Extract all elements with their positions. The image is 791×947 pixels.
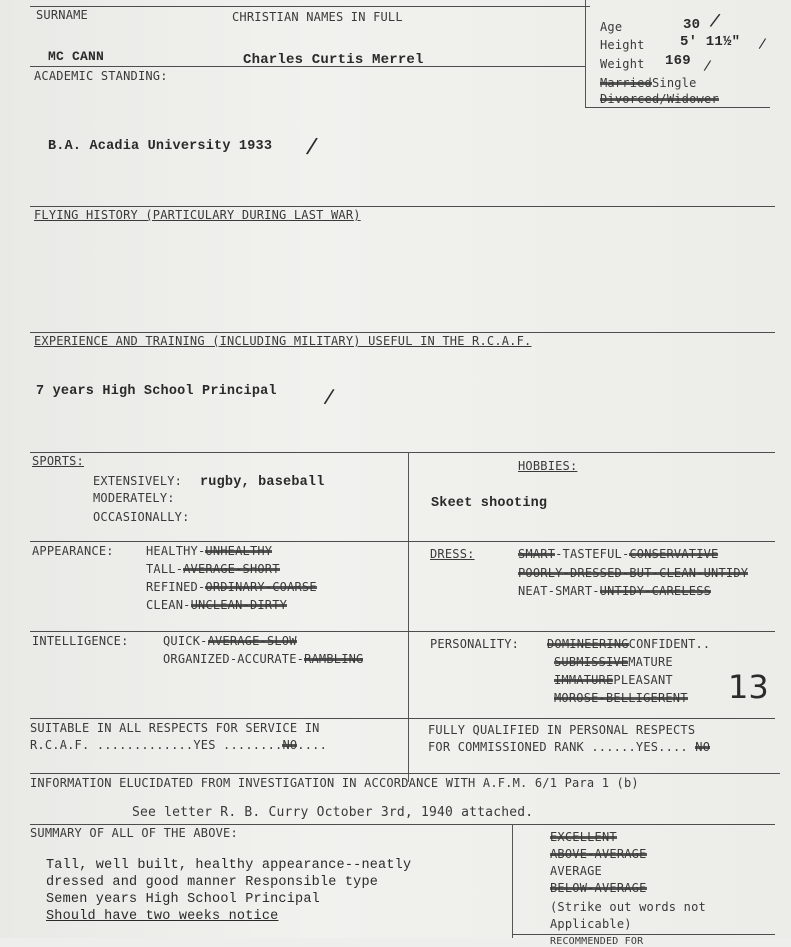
moderately-label: MODERATELY:	[93, 491, 175, 505]
height-value: 5' 11½"	[680, 34, 741, 50]
academic-label: ACADEMIC STANDING:	[34, 69, 168, 83]
marital-status	[600, 76, 697, 90]
marital-struck-2-row	[600, 92, 719, 106]
pen-check-academic: /	[304, 133, 319, 160]
academic-value: B.A. Acadia University 1933	[48, 139, 273, 154]
intelligence-row-2: ORGANIZED-ACCURATE-RAMBLING	[163, 652, 364, 666]
weight-value: 169	[665, 53, 691, 69]
surname-label: SURNAME	[36, 8, 88, 22]
surname-value: MC CANN	[48, 49, 105, 64]
dress-row-1: SMART-TASTEFUL-CONSERVATIVE	[518, 547, 719, 561]
summary-line-3: Semen years High School Principal	[46, 892, 320, 907]
name-row-rule	[30, 66, 585, 67]
marital-value: Single	[651, 76, 697, 90]
appearance-rule	[30, 541, 775, 542]
hobbies-value: Skeet shooting	[431, 496, 548, 511]
personality-row-3: IMMATUREPLEASANT	[554, 673, 673, 687]
header-right-divider	[585, 0, 586, 108]
christian-names-label: CHRISTIAN NAMES IN FULL	[232, 10, 403, 24]
qualified-line-1: FULLY QUALIFIED IN PERSONAL RESPECTS	[428, 723, 696, 737]
appearance-row-2: TALL-AVERAGE-SHORT	[146, 562, 280, 576]
information-rule	[30, 773, 780, 774]
occasionally-label: OCCASIONALLY:	[93, 510, 190, 524]
marital-struck-2: Divorced/Widower	[600, 92, 719, 106]
marital-struck: Married	[600, 76, 652, 90]
sports-rule	[30, 452, 775, 453]
appearance-label: APPEARANCE:	[32, 544, 114, 558]
pen-check-age: /	[708, 9, 722, 32]
intelligence-rule	[30, 631, 775, 632]
flying-label: FLYING HISTORY (PARTICULARY DURING LAST WAR)	[34, 208, 361, 222]
recommended-rule	[512, 934, 775, 935]
hobbies-label: HOBBIES:	[518, 459, 578, 473]
handwritten-score: 13	[728, 668, 769, 706]
summary-divider	[512, 824, 513, 938]
personality-row-2: SUBMISSIVEMATURE	[554, 655, 673, 669]
experience-rule	[30, 332, 775, 333]
flying-rule	[30, 206, 775, 207]
summary-rule	[30, 824, 775, 825]
rating-above-average: ABOVE-AVERAGE	[550, 847, 647, 861]
dress-row-3: NEAT-SMART-UNTIDY-CARELESS	[518, 584, 712, 598]
intelligence-row-1: QUICK-AVERAGE-SLOW	[163, 634, 297, 648]
sports-label: SPORTS:	[32, 454, 84, 468]
height-label: Height	[600, 38, 645, 52]
strike-note-1: (Strike out words not	[550, 900, 706, 914]
extensively-value: rugby, baseball	[200, 475, 325, 490]
dress-label: DRESS:	[430, 547, 475, 561]
rating-average: AVERAGE	[550, 864, 602, 878]
suitability-rule	[30, 718, 775, 719]
middle-divider	[408, 452, 409, 782]
suitable-line-1: SUITABLE IN ALL RESPECTS FOR SERVICE IN	[30, 721, 320, 735]
weight-label: Weight	[600, 57, 645, 71]
top-rule	[30, 6, 590, 7]
personality-row-4: MOROSE-BELLIGERENT	[554, 691, 688, 705]
personality-label: PERSONALITY:	[430, 637, 520, 651]
rating-excellent: EXCELLENT	[550, 830, 617, 844]
header-box-bottom	[585, 107, 770, 108]
suitable-line-2: R.C.A.F. .............YES ........NO....	[30, 738, 327, 752]
appearance-row-1: HEALTHY-UNHEALTHY	[146, 544, 273, 558]
information-label: INFORMATION ELUCIDATED FROM INVESTIGATION IN ACCORDANCE WITH A.F.M. 6/1 Para 1 (b)	[30, 776, 639, 790]
age-label: Age	[600, 20, 623, 34]
strike-note-2: Applicable)	[550, 917, 632, 931]
christian-names-value: Charles Curtis Merrel	[243, 52, 424, 68]
pen-check-experience: /	[323, 383, 336, 409]
intelligence-label: INTELLIGENCE:	[32, 634, 129, 648]
experience-value: 7 years High School Principal	[36, 384, 277, 399]
summary-line-2: dressed and good manner Responsible type	[46, 875, 379, 890]
personality-row-1: DOMINEERINGCONFIDENT..	[547, 637, 711, 651]
pen-check-height: /	[758, 35, 767, 53]
information-value: See letter R. B. Curry October 3rd, 1940 attached.	[132, 805, 534, 820]
extensively-label: EXTENSIVELY:	[93, 474, 183, 488]
appearance-row-4: CLEAN-UNCLEAN-DIRTY	[146, 598, 288, 612]
qualified-line-2: FOR COMMISSIONED RANK ......YES.... NO	[428, 740, 711, 754]
pen-check-weight: /	[703, 57, 712, 75]
age-value: 30	[683, 17, 701, 33]
summary-line-4: Should have two weeks notice	[46, 909, 279, 924]
appearance-row-3: REFINED-ORDINARY-COARSE	[146, 580, 317, 594]
dress-row-2: POORLY-DRESSED-BUT-CLEAN-UNTIDY	[518, 566, 749, 580]
recommended-label: RECOMMENDED FOR	[550, 936, 644, 947]
summary-line-1: Tall, well built, healthy appearance--neatly	[46, 858, 412, 873]
experience-label: EXPERIENCE AND TRAINING (INCLUDING MILITARY) USEFUL IN THE R.C.A.F.	[34, 334, 532, 348]
summary-label: SUMMARY OF ALL OF THE ABOVE:	[30, 826, 238, 840]
rating-below-average: BELOW-AVERAGE	[550, 881, 647, 895]
